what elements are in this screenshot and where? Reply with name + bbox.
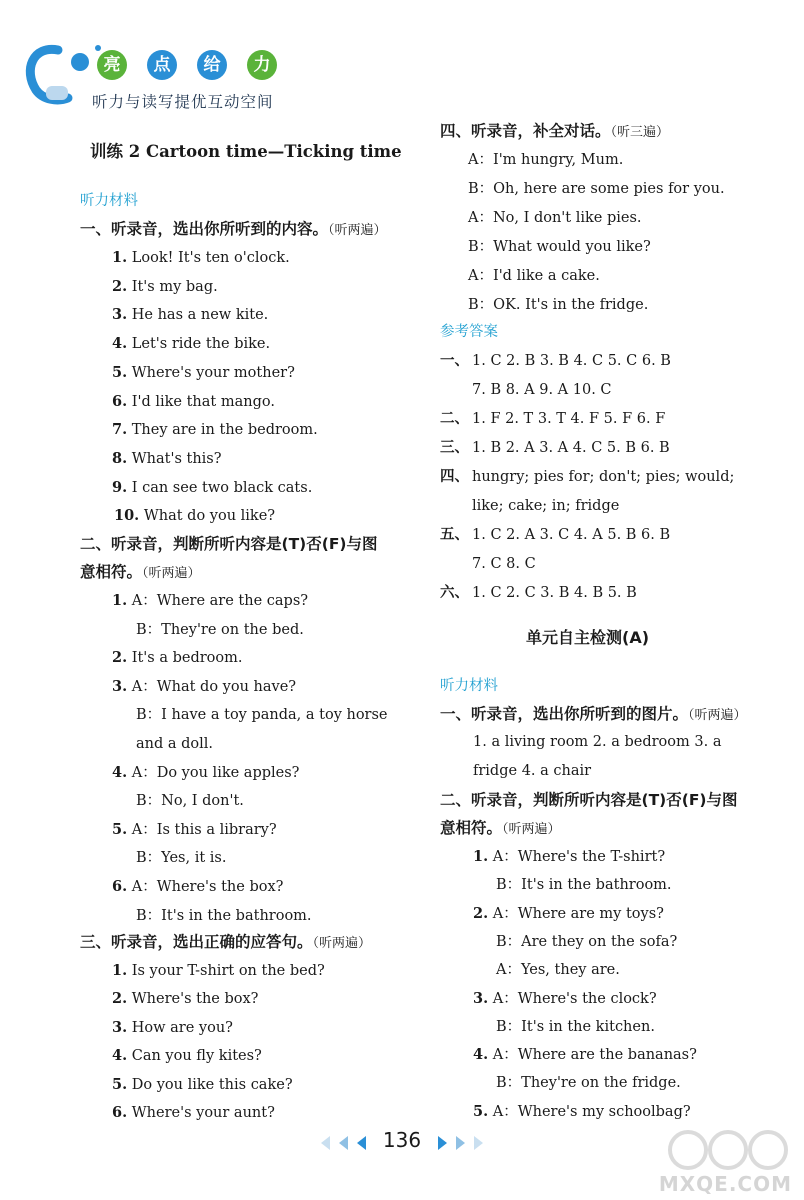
dialog-line	[473, 847, 665, 867]
listening-material-label: 听力材料	[80, 193, 138, 209]
unit-section-2-title-cont: 意相符。（听两遍）	[440, 819, 561, 837]
item-text: They are in the bedroom.	[131, 422, 318, 439]
section-4-title: 四、听录音，补全对话。（听三遍）	[440, 122, 670, 140]
list-item	[112, 248, 290, 268]
item-text: Where's your mother?	[131, 364, 295, 381]
item-text: Do you like this cake?	[131, 1076, 293, 1093]
item-number: 3.	[473, 989, 489, 1007]
dialog-line	[112, 877, 283, 897]
item-text: B：They're on the fridge.	[496, 1075, 681, 1092]
item-text: B：Oh, here are some pies for you.	[468, 181, 725, 197]
unit-section-1-line-1: 1. a living room 2. a bedroom 3. a	[473, 734, 722, 750]
item-number: 3.	[112, 1018, 128, 1036]
dialog-line	[496, 932, 677, 952]
item-number: 2.	[112, 277, 128, 295]
section-3-title: 三、听录音，选出正确的应答句。（听两遍）	[80, 933, 372, 951]
list-item	[112, 1018, 233, 1038]
item-text: How are you?	[131, 1019, 233, 1036]
answer-text: 1. C 2. A 3. C 4. A 5. B 6. B	[472, 527, 671, 543]
dialog-line	[112, 591, 308, 611]
item-text: B：Are they on the sofa?	[496, 933, 678, 950]
unit-listening-label: 听力材料	[440, 678, 498, 694]
answer-row	[440, 351, 671, 371]
item-text: A：What do you have?	[131, 678, 297, 695]
item-text: B：No, I don't.	[136, 793, 244, 810]
answer-section-label: 一、	[440, 353, 469, 369]
item-text: He has a new kite.	[131, 307, 269, 324]
dialog-line	[473, 1102, 691, 1122]
dialog-line	[136, 620, 304, 640]
item-text: A：Is this a library?	[131, 821, 277, 838]
watermark-text: MXQE.COM	[658, 1172, 792, 1196]
item-number: 7.	[112, 421, 128, 439]
prev-arrow-icon	[339, 1136, 348, 1150]
item-text: B：Yes, it is.	[136, 850, 227, 867]
item-text: Where's your aunt?	[131, 1105, 275, 1121]
item-text: A：Where's the box?	[131, 879, 284, 895]
answer-section-label: 五、	[440, 527, 469, 543]
item-text: What do you like?	[143, 508, 276, 525]
list-item	[112, 334, 270, 354]
answer-section-label: 二、	[440, 411, 469, 427]
item-number: 4.	[112, 1047, 128, 1065]
item-number: 5.	[112, 1075, 128, 1093]
dialog-line	[136, 705, 388, 725]
item-text: B：What would you like?	[468, 239, 651, 255]
item-text: What's this?	[131, 450, 222, 467]
item-text: B：OK. It's in the fridge.	[468, 297, 649, 313]
answer-text: 1. B 2. A 3. A 4. C 5. B 6. B	[472, 440, 670, 456]
dialog-line	[496, 960, 620, 980]
next-arrow-icon	[474, 1136, 483, 1150]
unit-heading: 单元自主检测(A)	[526, 628, 650, 647]
section-2-title-cont: 意相符。（听两遍）	[80, 563, 201, 581]
dialog-line	[112, 820, 277, 840]
item-number: 3.	[112, 306, 128, 324]
list-item	[112, 478, 312, 498]
answer-text: 1. C 2. B 3. B 4. C 5. C 6. B	[472, 353, 671, 369]
prev-arrow-icon	[357, 1136, 366, 1150]
section-2-title: 二、听录音，判断所听内容是(T)否(F)与图	[80, 535, 378, 553]
item-number: 1.	[112, 592, 128, 609]
item-text: A：No, I don't like pies.	[468, 210, 642, 226]
item-text: B：They're on the bed.	[136, 621, 304, 638]
page-number: 136	[382, 1128, 422, 1152]
watermark-logo-icon	[658, 1126, 798, 1172]
dialog-line	[473, 1045, 697, 1065]
item-text: Is your T-shirt on the bed?	[131, 963, 325, 979]
item-number: 4.	[112, 763, 128, 781]
logo-char-3: 给	[197, 50, 227, 80]
item-number: 2.	[112, 649, 128, 667]
item-number: 4.	[112, 335, 128, 353]
item-number: 5.	[473, 1102, 489, 1120]
item-number: 3.	[112, 677, 128, 695]
dialog-line	[112, 763, 299, 783]
dialog-line	[136, 791, 244, 811]
item-text: A：I'm hungry, Mum.	[468, 152, 624, 168]
answer-text: hungry; pies for; don't; pies; would;	[472, 469, 735, 485]
answer-section-label: 四、	[440, 469, 469, 485]
list-item	[112, 1103, 275, 1123]
item-number: 1.	[112, 962, 128, 979]
dialog-line	[496, 1073, 681, 1093]
item-text: A：Yes, they are.	[496, 962, 620, 979]
answer-text: 7. B 8. A 9. A 10. C	[472, 382, 612, 398]
item-number: 6.	[112, 878, 128, 895]
answer-text: 1. C 2. C 3. B 4. B 5. B	[472, 585, 637, 601]
list-item	[114, 506, 275, 526]
item-text: B：I have a toy panda, a toy horse	[136, 707, 388, 724]
answer-row	[440, 583, 637, 603]
dialog-line	[468, 179, 725, 199]
answer-row	[440, 554, 536, 574]
item-number: 8.	[112, 449, 128, 467]
logo-char-2: 点	[147, 50, 177, 80]
answer-section-label: 三、	[440, 440, 469, 456]
list-item	[112, 1046, 262, 1066]
item-text: A：Where's the clock?	[492, 990, 657, 1007]
list-item	[112, 449, 222, 469]
list-item	[112, 1075, 293, 1095]
list-item	[112, 277, 218, 297]
dialog-line	[468, 295, 648, 315]
list-item	[112, 305, 268, 325]
answer-row	[440, 380, 612, 400]
answer-text: 7. C 8. C	[472, 556, 536, 572]
item-text: A：Where's the T-shirt?	[492, 849, 666, 865]
item-number: 6.	[112, 392, 128, 410]
answer-text: 1. F 2. T 3. T 4. F 5. F 6. F	[472, 411, 666, 427]
list-item	[112, 420, 318, 440]
lesson-heading: 训练 2 Cartoon time—Ticking time	[90, 142, 402, 161]
item-text: A：I'd like a cake.	[468, 268, 600, 284]
answer-section-label: 六、	[440, 585, 469, 601]
item-text: It's a bedroom.	[131, 650, 243, 667]
section-1-title: 一、听录音，选出你所听到的内容。（听两遍）	[80, 220, 387, 238]
item-number: 1.	[112, 249, 128, 266]
dialog-line	[136, 906, 312, 926]
item-number: 2.	[112, 990, 128, 1008]
dialog-line	[136, 848, 226, 868]
item-text: Look! It's ten o'clock.	[131, 250, 290, 266]
item-text: A：Where are the caps?	[131, 593, 309, 609]
tagline: 听力与读写提优互动空间	[92, 93, 274, 111]
answers-label: 参考答案	[440, 324, 498, 340]
answer-text: like; cake; in; fridge	[472, 498, 620, 514]
item-text: A：Where are the bananas?	[492, 1047, 697, 1064]
item-number: 5.	[112, 820, 128, 838]
list-item	[112, 989, 258, 1009]
dialog-line	[468, 150, 623, 170]
item-text: Can you fly kites?	[131, 1048, 262, 1065]
dialog-line	[468, 266, 600, 286]
answer-row	[440, 409, 665, 429]
item-number: 5.	[112, 363, 128, 381]
item-number: 6.	[112, 1104, 128, 1121]
item-text: B：It's in the kitchen.	[496, 1018, 655, 1035]
dialog-line	[112, 648, 243, 668]
item-number: 9.	[112, 478, 128, 496]
watermark	[658, 1126, 798, 1196]
answer-row	[440, 525, 670, 545]
dialog-line	[473, 989, 657, 1009]
list-item	[112, 961, 325, 981]
item-number: 4.	[473, 1046, 489, 1064]
answer-row	[440, 438, 670, 458]
logo-char-4: 力	[247, 50, 277, 80]
dialog-line	[496, 875, 672, 895]
answer-row	[440, 496, 619, 516]
list-item	[112, 392, 275, 412]
item-number: 2.	[473, 904, 489, 922]
item-text: B：It's in the bathroom.	[496, 877, 672, 894]
logo-char-1: 亮	[97, 50, 127, 80]
dialog-line	[112, 677, 296, 697]
item-text: It's my bag.	[131, 278, 218, 295]
next-arrow-icon	[456, 1136, 465, 1150]
item-text: and a doll.	[136, 736, 214, 752]
item-text: A：Do you like apples?	[131, 764, 300, 781]
list-item	[112, 363, 295, 383]
dialog-line	[473, 904, 664, 924]
unit-section-2-title: 二、听录音，判断所听内容是(T)否(F)与图	[440, 791, 738, 809]
item-text: Let's ride the bike.	[131, 336, 271, 353]
unit-section-1-title: 一、听录音，选出你所听到的图片。（听两遍）	[440, 705, 747, 723]
item-text: A：Where are my toys?	[492, 905, 664, 922]
dialog-line	[468, 208, 642, 228]
item-text: B：It's in the bathroom.	[136, 907, 312, 924]
dialog-line	[468, 237, 651, 257]
item-text: I'd like that mango.	[131, 393, 275, 410]
item-number: 10.	[114, 507, 140, 525]
prev-arrow-icon	[321, 1136, 330, 1150]
item-number: 1.	[473, 848, 489, 865]
answer-row	[440, 467, 734, 487]
next-arrow-icon	[438, 1136, 447, 1150]
item-text: A：Where's my schoolbag?	[492, 1103, 691, 1120]
unit-section-1-line-2: fridge 4. a chair	[473, 763, 592, 779]
dialog-line	[136, 734, 213, 754]
item-text: I can see two black cats.	[131, 479, 313, 496]
dialog-line	[496, 1017, 655, 1037]
item-text: Where's the box?	[131, 991, 259, 1008]
